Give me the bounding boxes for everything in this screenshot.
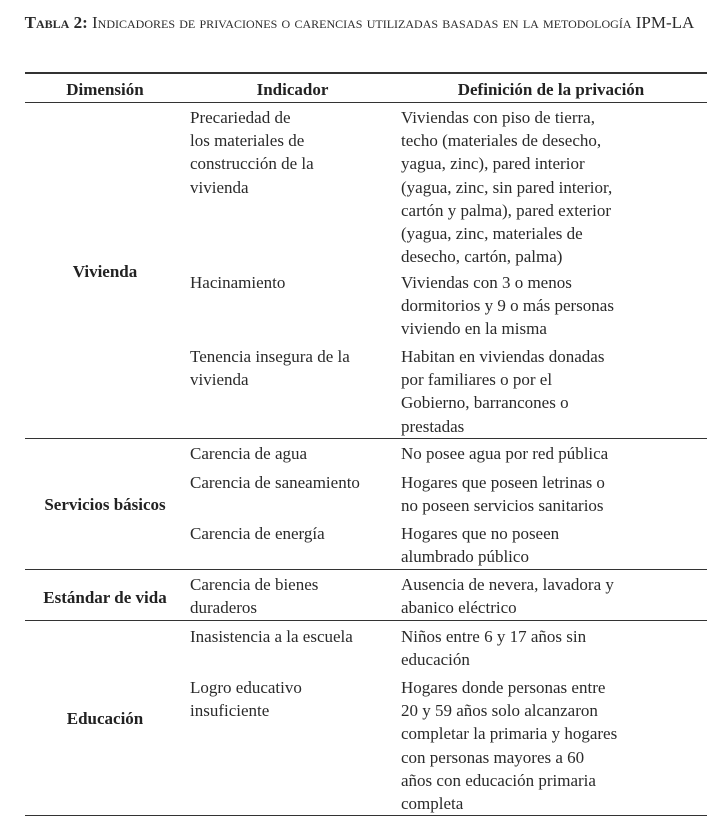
definition-cell: Hogares donde personas entre 20 y 59 años solo alcanzaron completar la primaria y hogares con personas mayores a 60 años con educación primaria completa	[401, 678, 618, 814]
header-indicator: Indicador	[256, 80, 329, 99]
table-caption	[0, 10, 719, 35]
definition-cell: Niños entre 6 y 17 años sin educación	[401, 627, 587, 670]
indicator-cell: Precariedad de los materiales de construcción de la vivienda	[190, 108, 314, 197]
indicator-cell: Carencia de bienes duraderos	[190, 575, 319, 618]
header-definition: Definición de la privación	[457, 80, 645, 99]
dimension-educacion: Educación	[66, 709, 144, 728]
indicator-cell: Carencia de energía	[190, 524, 325, 543]
definition-cell: Hogares que no poseen alumbrado público	[401, 524, 560, 567]
indicator-cell: Inasistencia a la escuela	[190, 627, 353, 646]
definition-cell: Viviendas con 3 o menos dormitorios y 9 o más personas viviendo en la misma	[401, 273, 614, 339]
header-dimension: Dimensión	[66, 80, 144, 99]
dimension-servicios-basicos: Servicios básicos	[44, 495, 166, 514]
top-rule	[25, 72, 707, 74]
indicator-cell: Logro educativo insuficiente	[190, 678, 302, 721]
dimension-estandar-de-vida: Estándar de vida	[43, 588, 167, 607]
indicator-cell: Hacinamiento	[190, 273, 286, 292]
header-rule	[25, 102, 707, 103]
group-rule	[25, 569, 707, 570]
caption-label: Tabla 2:	[24, 13, 88, 32]
definition-cell: Ausencia de nevera, lavadora y abanico eléctrico	[401, 575, 614, 618]
dimension-vivienda: Vivienda	[72, 262, 138, 281]
definition-cell: No posee agua por red pública	[401, 444, 609, 463]
definition-cell: Habitan en viviendas donadas por familiares o por el Gobierno, barrancones o prestadas	[401, 347, 605, 436]
definition-cell: Hogares que poseen letrinas o no poseen servicios sanitarios	[401, 473, 605, 516]
group-rule	[25, 620, 707, 621]
indicator-cell: Carencia de saneamiento	[190, 473, 360, 492]
indicator-cell: Carencia de agua	[190, 444, 308, 463]
group-rule	[25, 438, 707, 439]
indicator-cell: Tenencia insegura de la vivienda	[190, 347, 350, 390]
bottom-rule	[25, 815, 707, 816]
caption-title: Indicadores de privaciones o carencias utilizadas basadas en la metodología IPM-LA	[92, 13, 695, 32]
definition-cell: Viviendas con piso de tierra, techo (materiales de desecho, yagua, zinc), pared interior (yagua, zinc, sin pared interior, cartón y palma), pared exterior (yagua, zinc, materiales de desecho, cartón, palma)	[401, 108, 613, 267]
